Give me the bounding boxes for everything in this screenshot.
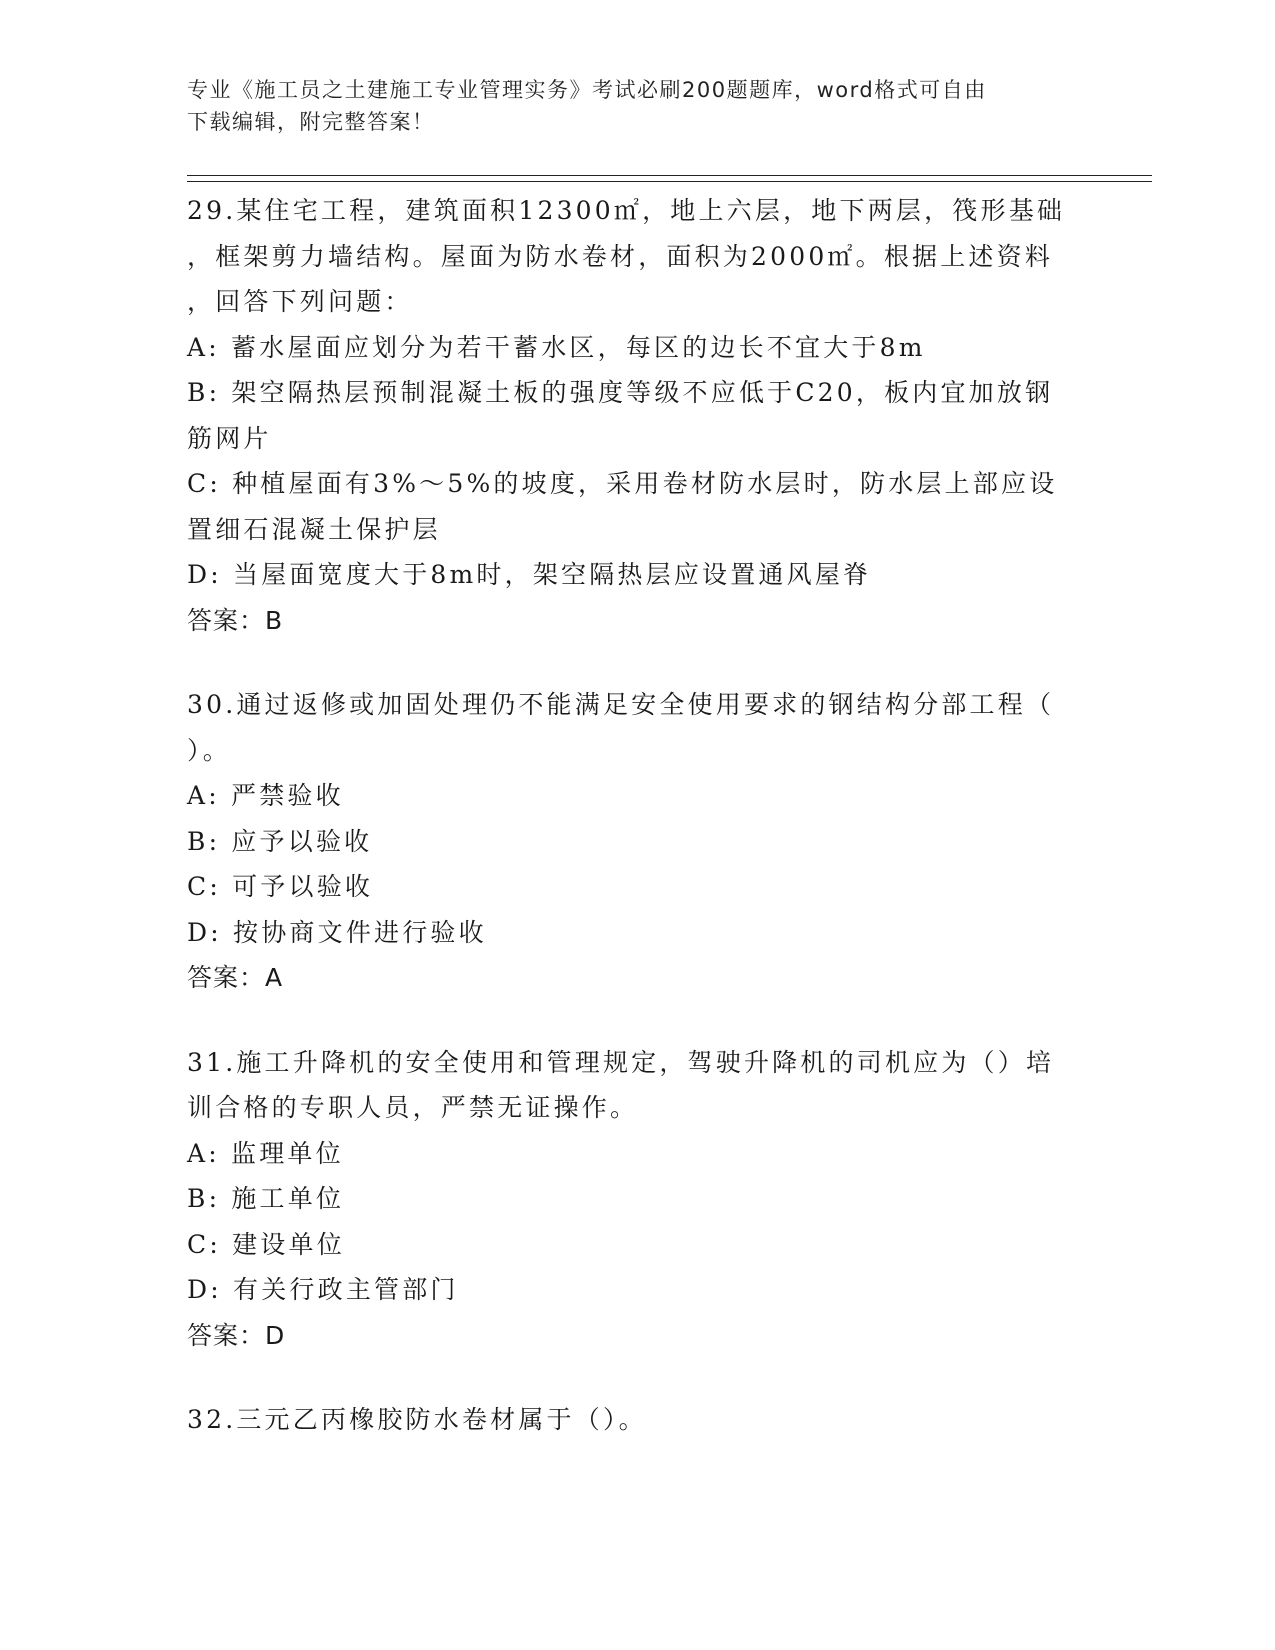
question-30 xyxy=(187,682,1087,1001)
option-c: C: 可予以验收 xyxy=(187,872,374,901)
answer-label: 答案：B xyxy=(187,605,284,635)
option-a: A: 严禁验收 xyxy=(187,781,344,810)
question-stem: 29.某住宅工程，建筑面积12300㎡，地上六层，地下两层，筏形基础 ，框架剪力墙结构。屋面为防水卷材，面积为2000㎡。根据上述资料 ，回答下列问题： xyxy=(187,196,1066,316)
option-c: C: 种植屋面有3%～5%的坡度，采用卷材防水层时，防水层上部应设 置细石混凝土保护层 xyxy=(187,469,1058,544)
option-b: B: 架空隔热层预制混凝土板的强度等级不应低于C20，板内宜加放钢 筋网片 xyxy=(187,378,1054,453)
header-rule-top xyxy=(187,175,1152,176)
question-list xyxy=(187,188,1087,1482)
question-stem: 30.通过返修或加固处理仍不能满足安全使用要求的钢结构分部工程（ ）。 xyxy=(187,690,1055,765)
option-a: A: 蓄水屋面应划分为若干蓄水区，每区的边长不宜大于8m xyxy=(187,332,926,362)
option-d: D: 按协商文件进行验收 xyxy=(187,917,487,947)
question-29 xyxy=(187,188,1087,643)
question-stem: 31.施工升降机的安全使用和管理规定，驾驶升降机的司机应为（）培 训合格的专职人员，严禁无证操作。 xyxy=(187,1047,1055,1122)
header-rule-bottom xyxy=(187,181,1152,182)
option-d: D: 有关行政主管部门 xyxy=(187,1275,459,1304)
answer-label: 答案：A xyxy=(187,963,284,992)
document-header: 专业《施工员之土建施工专业管理实务》考试必刷200题题库，word格式可自由 下载编辑，附完整答案！ xyxy=(187,78,987,134)
question-31 xyxy=(187,1040,1087,1359)
option-a: A: 监理单位 xyxy=(187,1138,344,1168)
option-d: D: 当屋面宽度大于8m时，架空隔热层应设置通风屋脊 xyxy=(187,560,872,589)
option-b: B: 应予以验收 xyxy=(187,826,373,856)
option-c: C: 建设单位 xyxy=(187,1229,345,1259)
answer-label: 答案：D xyxy=(187,1320,286,1350)
option-b: B: 施工单位 xyxy=(187,1184,345,1213)
question-stem: 32.三元乙丙橡胶防水卷材属于（）。 xyxy=(187,1405,647,1434)
question-32 xyxy=(187,1397,1087,1443)
